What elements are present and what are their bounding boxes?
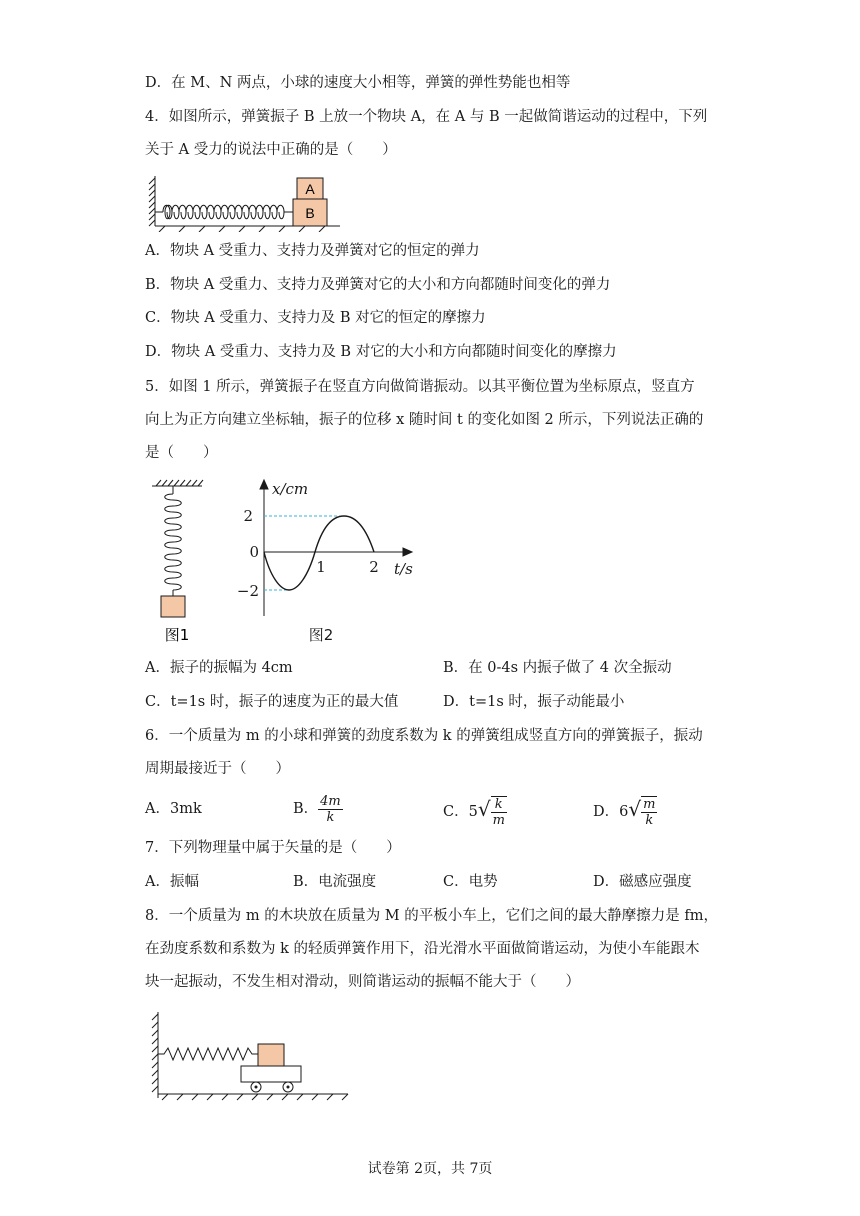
q5-option-a: A．振子的振幅为 4cm bbox=[145, 660, 293, 676]
q7-stem: 7．下列物理量中属于矢量的是（ ） bbox=[145, 840, 401, 856]
y-tick-neg2: −2 bbox=[236, 582, 259, 600]
q8-stem-line2: 在劲度系数和系数为 k 的轻质弹簧作用下，沿光滑水平面做简谐运动，为使小车能跟木 bbox=[145, 941, 700, 957]
x-axis-label: t/s bbox=[394, 560, 413, 578]
q6-option-c bbox=[443, 790, 507, 831]
q4-option-d: D．物块 A 受重力、支持力及 B 对它的大小和方向都随时间变化的摩擦力 bbox=[145, 344, 617, 360]
fraction-numerator: m bbox=[643, 797, 656, 812]
fraction-denominator: k bbox=[645, 813, 654, 828]
figure2-caption: 图2 bbox=[308, 626, 334, 644]
q4-option-b: B．物块 A 受重力、支持力及弹簧对它的大小和方向都随时间变化的弹力 bbox=[145, 277, 611, 293]
q6-option-b-fraction bbox=[318, 794, 343, 825]
q5-option-c: C．t=1s 时，振子的速度为正的最大值 bbox=[145, 694, 399, 710]
block-b-label: B bbox=[305, 205, 315, 221]
q7-option-d: D．磁感应强度 bbox=[593, 874, 692, 890]
q6-option-c-fraction bbox=[491, 796, 507, 828]
q4-spring-block-figure bbox=[145, 170, 345, 232]
q8-cart-spring-figure bbox=[148, 1010, 353, 1106]
q4-option-c: C．物块 A 受重力、支持力及 B 对它的恒定的摩擦力 bbox=[145, 310, 486, 326]
q5-figure2-displacement-time-graph bbox=[228, 476, 418, 644]
figure1-caption: 图1 bbox=[164, 626, 190, 643]
sqrt-sign: √ bbox=[477, 797, 491, 821]
y-tick-0: 0 bbox=[249, 543, 259, 561]
q4-option-a: A．物块 A 受重力、支持力及弹簧对它的恒定的弹力 bbox=[145, 243, 480, 259]
q6-option-d-fraction bbox=[641, 796, 657, 828]
q8-stem-line1: 8．一个质量为 m 的木块放在质量为 M 的平板小车上，它们之间的最大静摩擦力是 fm， bbox=[145, 908, 718, 924]
fraction-numerator: 4m bbox=[320, 793, 341, 809]
wooden-block bbox=[258, 1044, 284, 1066]
flat-cart bbox=[241, 1066, 301, 1082]
q7-option-a: A．振幅 bbox=[145, 874, 199, 890]
q5-figure1-vertical-spring bbox=[150, 478, 210, 643]
fraction-denominator: m bbox=[492, 813, 505, 828]
q5-option-d: D．t=1s 时，振子动能最小 bbox=[443, 694, 625, 710]
q5-stem-line1: 5．如图 1 所示，弹簧振子在竖直方向做简谐振动。以其平衡位置为坐标原点，竖直方 bbox=[145, 379, 695, 395]
q8-stem-line3: 块一起振动，不发生相对滑动，则简谐运动的振幅不能大于（ ） bbox=[145, 974, 580, 990]
fraction-denominator: k bbox=[326, 809, 335, 825]
q4-stem-line1: 4．如图所示，弹簧振子 B 上放一个物块 A，在 A 与 B 一起做简谐运动的过程中，下列 bbox=[145, 109, 708, 125]
sqrt-sign: √ bbox=[628, 797, 642, 821]
q6-stem-line1: 6．一个质量为 m 的小球和弹簧的劲度系数为 k 的弹簧组成竖直方向的弹簧振子，振动 bbox=[145, 728, 703, 744]
q5-stem-line3: 是（ ） bbox=[145, 445, 218, 461]
q6-option-c-prefix: C．5 bbox=[443, 804, 478, 820]
q5-option-b: B．在 0-4s 内振子做了 4 次全振动 bbox=[443, 660, 672, 676]
q7-option-c: C．电势 bbox=[443, 874, 498, 890]
y-axis-label: x/cm bbox=[272, 480, 309, 498]
q6-option-d-prefix: D．6 bbox=[593, 804, 629, 820]
q5-stem-line2: 向上为正方向建立坐标轴，振子的位移 x 随时间 t 的变化如图 2 所示，下列说法正确的 bbox=[145, 412, 704, 428]
q4-stem-line2: 关于 A 受力的说法中正确的是（ ） bbox=[145, 142, 397, 158]
q6-option-a: A．3mk bbox=[145, 801, 202, 817]
x-tick-1: 1 bbox=[316, 558, 326, 576]
q6-option-b-prefix: B． bbox=[293, 801, 319, 817]
hanging-block bbox=[161, 596, 185, 617]
fraction-numerator: k bbox=[491, 797, 507, 813]
q6-option-b bbox=[293, 790, 343, 828]
y-tick-2: 2 bbox=[243, 507, 253, 525]
q7-option-b: B．电流强度 bbox=[293, 874, 377, 890]
q3-option-d: D．在 M、N 两点，小球的速度大小相等，弹簧的弹性势能也相等 bbox=[145, 75, 571, 91]
page-footer: 试卷第 2页，共 7页 bbox=[367, 1161, 493, 1177]
x-tick-2: 2 bbox=[369, 558, 379, 576]
q6-stem-line2: 周期最接近于（ ） bbox=[145, 761, 290, 777]
q6-option-d bbox=[593, 790, 657, 831]
block-a-label: A bbox=[305, 181, 315, 197]
